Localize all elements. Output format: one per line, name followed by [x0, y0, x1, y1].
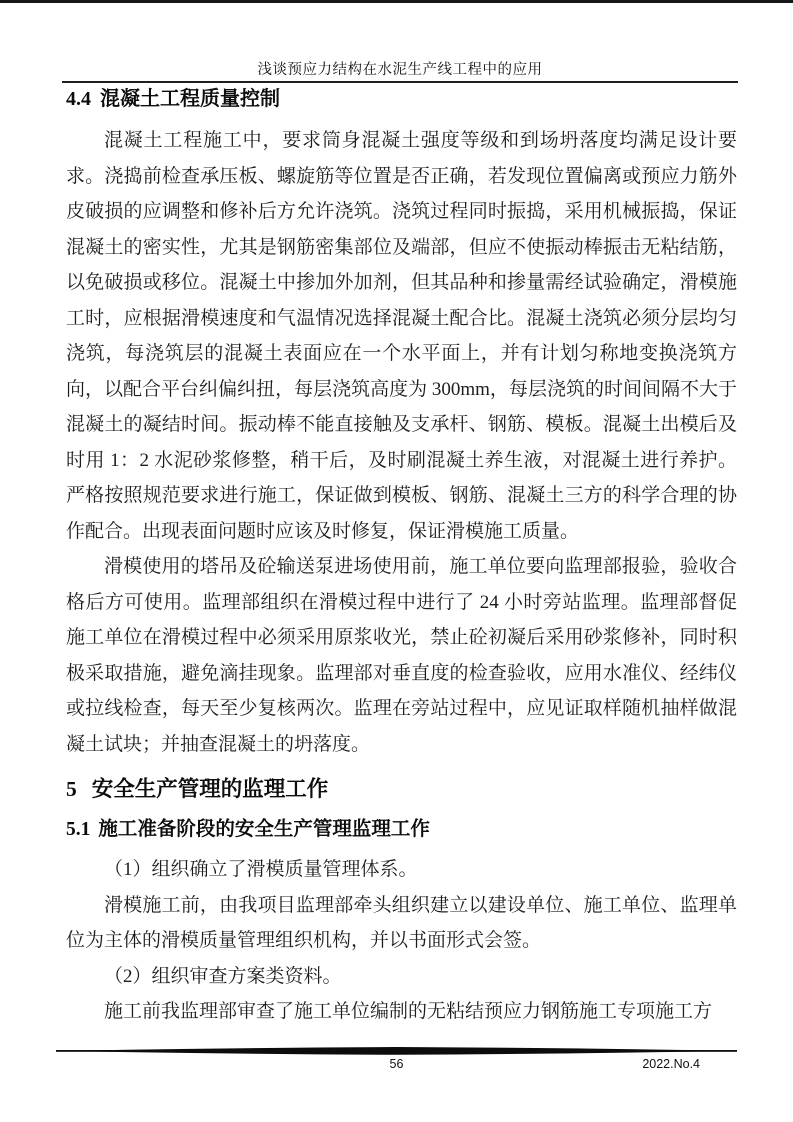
- paragraph-item-1: （1）组织确立了滑模质量管理体系。: [104, 859, 418, 880]
- section-title: 混凝土工程质量控制: [100, 88, 280, 110]
- paragraph-item-2: （2）组织审查方案类资料。: [104, 965, 342, 987]
- footer-divider-bar: [56, 1046, 737, 1056]
- section-number: 5: [66, 777, 77, 801]
- section-heading-5: [66, 774, 737, 804]
- issue-label: 2022.No.4: [642, 1057, 700, 1071]
- section-title: 安全生产管理的监理工作: [91, 777, 329, 801]
- header-rule: [62, 81, 738, 83]
- section-heading-5-1: [66, 817, 737, 843]
- section-number: 4.4: [66, 88, 91, 110]
- paragraph-concrete-quality-2: 滑模使用的塔吊及砼输送泵进场使用前，施工单位要向监理部报验，验收合格后方可使用。监理部组织在滑模过程中进行了 24 小时旁站监理。监理部督促施工单位在滑模过程中必须采用原浆收光，禁止砼初凝后采用砂浆修补，同时积极采取措施，避免滴挂现象。监理部对垂直度的检查验收，应用水准仪、经纬仪或拉线检查，每天至少复核两次。监理在旁站过程中，应见证取样随机抽样做混凝土试块；并抽查混凝土的坍落度。: [66, 556, 737, 755]
- paragraph-item-2-detail: 施工前我监理部审查了施工单位编制的无粘结预应力钢筋施工专项施工方: [104, 1001, 713, 1022]
- section-number: 5.1: [66, 819, 91, 840]
- page-footer: [0, 1046, 793, 1075]
- top-edge-bar: [0, 0, 793, 3]
- paragraph-item-1-detail: 滑模施工前，由我项目监理部牵头组织建立以建设单位、施工单位、监理单位为主体的滑模质量管理组织机构，并以书面形式会签。: [66, 894, 737, 951]
- footer-row: [0, 1057, 793, 1075]
- section-title: 施工准备阶段的安全生产管理监理工作: [98, 819, 430, 840]
- page-content: [66, 86, 737, 1030]
- paragraph-concrete-quality-1: 混凝土工程施工中，要求筒身混凝土强度等级和到场坍落度均满足设计要求。浇捣前检查承压板、螺旋筋等位置是否正确，若发现位置偏离或预应力筋外皮破损的应调整和修补后方允许浇筑。浇筑过程同时振捣，采用机械振捣，保证混凝土的密实性，尤其是钢筋密集部位及端部，但应不使振动棒振击无粘结筋，以免破损或移位。混凝土中掺加外加剂，但其品种和掺量需经试验确定，滑模施工时，应根据滑模速度和气温情况选择混凝土配合比。混凝土浇筑必须分层均匀浇筑，每浇筑层的混凝土表面应在一个水平面上，并有计划匀称地变换浇筑方向，以配合平台纠偏纠扭，每层浇筑高度为 300mm，每层浇筑的时间间隔不大于混凝土的凝结时间。振动棒不能直接触及支承杆、钢筋、模板。混凝土出模后及时用 1：2 水泥砂浆修整，稍干后，及时刷混凝土养生液，对混凝土进行养护。严格按照规范要求进行施工，保证做到模板、钢筋、混凝土三方的科学合理的协作配合。出现表面问题时应该及时修复，保证滑模施工质量。: [66, 130, 737, 542]
- page-number: 56: [389, 1057, 404, 1071]
- running-title: 浅谈预应力结构在水泥生产线工程中的应用: [257, 62, 543, 78]
- section-heading-4-4: [66, 86, 737, 112]
